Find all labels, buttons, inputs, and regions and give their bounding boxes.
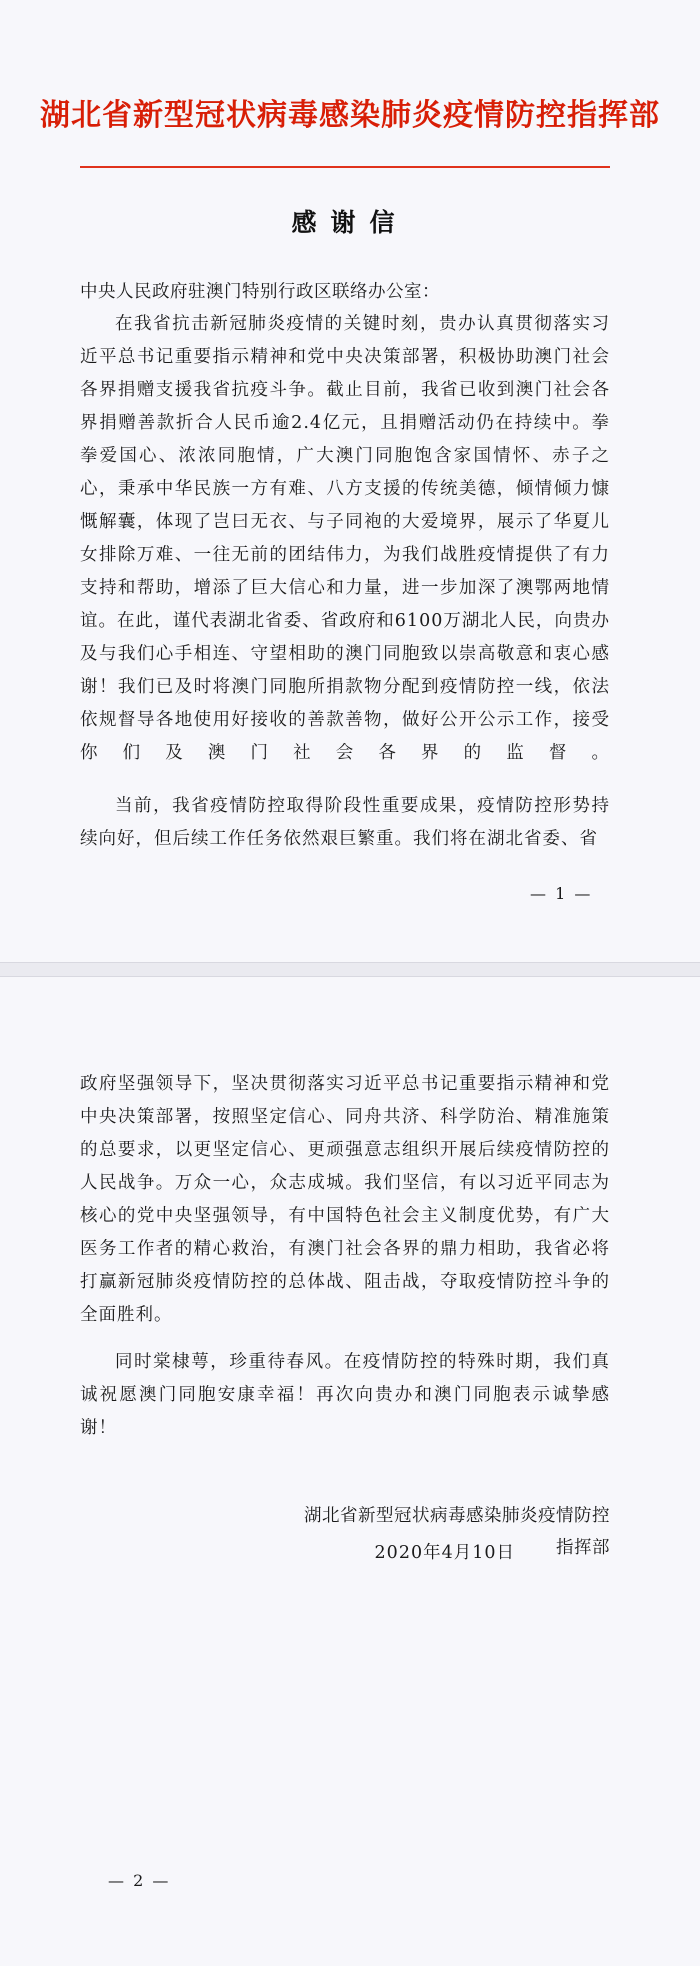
page-number-2: — 2 —: [108, 1871, 171, 1890]
body-paragraph-2-start: 当前，我省疫情防控取得阶段性重要成果，疫情防控形势持续向好，但后续工作任务依然艰巨繁重。我们将在湖北省委、省: [80, 796, 610, 849]
page-number-1: — 1 —: [530, 884, 593, 903]
body-paragraph-1: 在我省抗击新冠肺炎疫情的关键时刻，贵办认真贯彻落实习近平总书记重要指示精神和党中央决策部署，积极协助澳门社会各界捐赠支援我省抗疫斗争。截止目前，我省已收到澳门社会各界捐赠善款折合人民币逾2.4亿元，且捐赠活动仍在持续中。拳拳爱国心、浓浓同胞情，广大澳门同胞饱含家国情怀、赤子之心，秉承中华民族一方有难、八方支援的传统美德，倾情倾力慷慨解囊，体现了岂曰无衣、与子同袍的大爱境界，展示了华夏儿女排除万难、一往无前的团结伟力，为我们战胜疫情提供了有力支持和帮助，增添了巨大信心和力量，进一步加深了澳鄂两地情谊。在此，谨代表湖北省委、省政府和6100万湖北人民，向贵办及与我们心手相连、守望相助的澳门同胞致以崇高敬意和衷心感谢！我们已及时将澳门同胞所捐款物分配到疫情防控一线，依法依规督导各地使用好接收的善款善物，做好公开公示工作，接受你们及澳门社会各界的监督。: [80, 314, 610, 763]
red-divider-line: [80, 166, 610, 168]
issuing-organization-title: 湖北省新型冠状病毒感染肺炎疫情防控指挥部: [40, 98, 660, 133]
letter-title: 感谢信: [291, 208, 409, 237]
body-paragraph-2-continued: 政府坚强领导下，坚决贯彻落实习近平总书记重要指示精神和党中央决策部署，按照坚定信心、同舟共济、科学防治、精准施策的总要求，以更坚定信心、更顽强意志组织开展后续疫情防控的人民战争。万众一心，众志成城。我们坚信，有以习近平同志为核心的党中央坚强领导，有中国特色社会主义制度优势，有广大医务工作者的精心救治，有澳门社会各界的鼎力相助，我省必将打赢新冠肺炎疫情防控的总体战、阻击战，夺取疫情防控斗争的全面胜利。: [80, 1074, 610, 1325]
signature-date: 2020年4月10日: [374, 1543, 515, 1563]
salutation: 中央人民政府驻澳门特别行政区联络办公室：: [80, 282, 440, 302]
signature-organization: 湖北省新型冠状病毒感染肺炎疫情防控指挥部: [304, 1506, 610, 1558]
document-page-1: [0, 0, 700, 963]
body-paragraph-3: 同时棠棣萼，珍重待春风。在疫情防控的特殊时期，我们真诚祝愿澳门同胞安康幸福！再次向贵办和澳门同胞表示诚挚感谢！: [80, 1352, 610, 1438]
